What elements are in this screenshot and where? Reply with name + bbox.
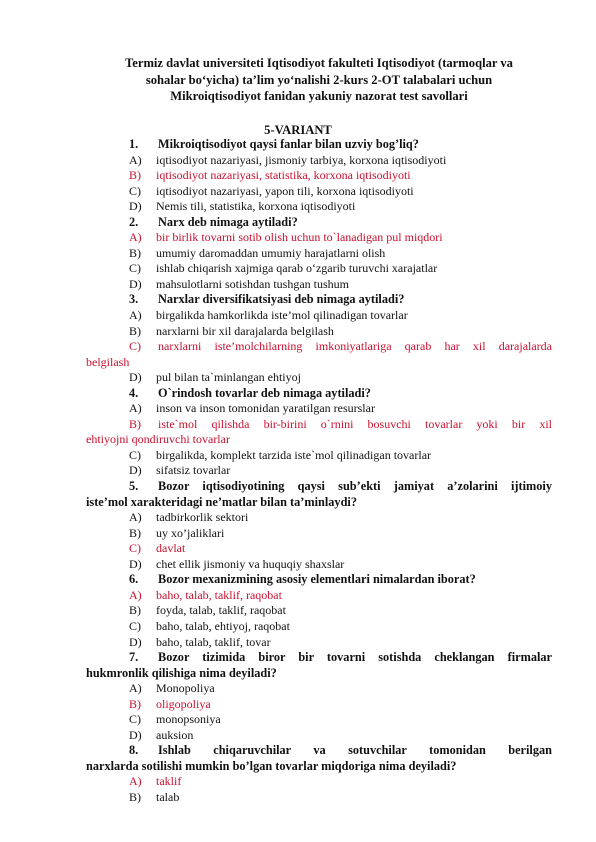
option-label: B) [129,168,141,183]
answer-option[interactable] [86,635,552,651]
option-label: A) [129,587,142,602]
option-text: birgalikda, komplekt tarzida iste`mol qilinadigan tovarlar [156,447,432,462]
option-text: sifatsiz tovarlar [156,463,231,478]
answer-option[interactable] [86,681,552,697]
option-text: iqtisodiyot nazariyasi, yapon tili, korxona iqtisodiyoti [156,183,414,198]
option-text: iste`mol qilishda bir-birini o`rnini bosuvchi tovarlar yoki bir xil [158,416,552,431]
option-label: D) [129,727,142,742]
question-list [86,137,552,806]
question-text: Narx deb nimaga aytiladi? [158,214,298,229]
option-label: A) [129,152,142,167]
question-text-continuation: narxlarda sotilishi mumkin bo’lgan tovarlar miqdoriga nima deyiladi? [86,758,457,773]
answer-option[interactable] [86,463,552,479]
question-row [86,650,552,666]
option-label: D) [129,370,142,385]
option-label: B) [129,696,141,711]
option-text: iqtisodiyot nazariyasi, statistika, korxona iqtisodiyoti [156,168,411,183]
question-text: Bozor tizimida biror bir tovarni sotishda cheklangan firmalar [158,650,552,665]
option-label: C) [129,712,141,727]
option-label: A) [129,681,142,696]
answer-option[interactable] [86,261,552,277]
question-number: 2. [129,214,139,229]
question-text-continuation: hukmronlik qilishiga nima deyiladi? [86,665,277,680]
option-text: taklif [156,774,182,789]
question-row [86,215,552,231]
option-text: oligopoliya [156,696,211,711]
option-text: iqtisodiyot nazariyasi, jismoniy tarbiya, korxona iqtisodiyoti [156,152,447,167]
option-text: baho, talab, taklif, tovar [156,634,271,649]
answer-option[interactable] [86,199,552,215]
question-text: Bozor iqtisodiyotining qaysi sub’ekti jamiyat a’zolarini ijtimoiy [158,479,552,494]
answer-option[interactable] [86,790,552,806]
question-row [86,137,552,153]
question-row [86,743,552,759]
answer-option-correct[interactable] [86,588,552,604]
answer-option[interactable] [86,526,552,542]
option-text: umumiy daromaddan umumiy harajatlarni olish [156,245,386,260]
question-row [86,386,552,402]
answer-option-correct[interactable] [86,417,552,433]
option-text-continuation: ehtiyojni qondiruvchi tovarlar [86,432,230,447]
answer-option[interactable] [86,401,552,417]
option-label: B) [129,603,141,618]
answer-option-correct[interactable] [86,541,552,557]
option-text: baho, talab, taklif, raqobat [156,587,282,602]
option-text: monopsoniya [156,712,221,727]
answer-option[interactable] [86,324,552,340]
option-text: narxlarni iste’molchilarning imkoniyatlariga qarab har xil darajalarda [158,339,552,354]
option-label: D) [129,199,142,214]
question-number: 5. [129,479,139,494]
question-number: 7. [129,650,139,665]
option-text: pul bilan ta`minlangan ehtiyoj [156,370,301,385]
option-label: B) [129,789,141,804]
question-number: 8. [129,743,139,758]
option-label: C) [129,541,141,556]
question-text: O`rindosh tovarlar deb nimaga aytiladi? [158,385,371,400]
header-line-3: Mikroiqtisodiyot fanidan yakuniy nazorat test savollari [170,89,468,103]
question-number: 4. [129,385,139,400]
variant-title: 5-VARIANT [264,123,332,137]
option-text: birgalikda hamkorlikda iste’mol qilinadigan tovarlar [156,308,408,323]
option-label: B) [129,416,141,431]
answer-option-correct[interactable] [86,168,552,184]
option-text: chet ellik jismoniy va huquqiy shaxslar [156,556,345,571]
option-text: Nemis tili, statistika, korxona iqtisodiyoti [156,199,356,214]
option-label: A) [129,510,142,525]
answer-option-correct[interactable] [86,339,552,355]
answer-option[interactable] [86,728,552,744]
answer-option[interactable] [86,510,552,526]
question-row [86,479,552,495]
answer-option[interactable] [86,277,552,293]
answer-option[interactable] [86,448,552,464]
question-text: Bozor mexanizmining asosiy elementlari nimalardan iborat? [158,572,476,587]
option-text: baho, talab, ehtiyoj, raqobat [156,618,290,633]
option-text: uy xo’jaliklari [156,525,225,540]
option-text: narxlarni bir xil darajalarda belgilash [156,323,334,338]
document-header [86,55,552,105]
option-text: auksion [156,727,194,742]
header-line-2: sohalar bo‘yicha) ta’lim yo‘nalishi 2-kurs 2-OT talabalari uchun [145,72,493,87]
answer-option[interactable] [86,712,552,728]
question-number: 3. [129,292,139,307]
option-label: D) [129,276,142,291]
answer-option-correct[interactable] [86,774,552,790]
answer-option[interactable] [86,246,552,262]
option-label: A) [129,401,142,416]
question-number: 1. [129,137,139,151]
option-label: B) [129,245,141,260]
question-text: Mikroiqtisodiyot qaysi fanlar bilan uzviy bog’liq? [158,137,419,151]
option-text: bir birlik tovarni sotib olish uchun to`lanadigan pul miqdori [156,230,443,245]
option-label: C) [129,618,141,633]
option-label: A) [129,774,142,789]
option-label: B) [129,323,141,338]
option-label: C) [129,447,141,462]
option-text: mahsulotlarni sotishdan tushgan tushum [156,276,349,291]
answer-option-correct[interactable] [86,697,552,713]
answer-option[interactable] [86,308,552,324]
question-text: Ishlab chiqaruvchilar va sotuvchilar tomonidan berilgan [158,743,552,758]
option-text-continuation: belgilash [86,354,130,369]
option-text: inson va inson tomonidan yaratilgan resurslar [156,401,375,416]
answer-option[interactable] [86,619,552,635]
option-text: talab [156,789,180,804]
option-text: davlat [156,541,186,556]
header-line-1: Termiz davlat universiteti Iqtisodiyot fakulteti Iqtisodiyot (tarmoqlar va [125,56,513,70]
option-label: C) [129,339,141,354]
option-label: D) [129,463,142,478]
question-row [86,572,552,588]
answer-option[interactable] [86,557,552,573]
option-label: D) [129,634,142,649]
answer-option[interactable] [86,370,552,386]
option-label: B) [129,525,141,540]
option-text: foyda, talab, taklif, raqobat [156,603,286,618]
option-label: C) [129,261,141,276]
option-label: C) [129,183,141,198]
answer-option[interactable] [86,153,552,169]
option-label: A) [129,230,142,245]
option-label: A) [129,308,142,323]
option-text: tadbirkorlik sektori [156,510,249,525]
question-text: Narxlar diversifikatsiyasi deb nimaga aytiladi? [158,292,405,307]
question-number: 6. [129,572,139,587]
option-text: ishlab chiqarish xajmiga qarab o‘zgarib turuvchi xarajatlar [156,261,438,276]
answer-option[interactable] [86,603,552,619]
option-label: D) [129,556,142,571]
answer-option-correct[interactable] [86,230,552,246]
question-text-continuation: iste’mol xarakteridagi ne’matlar bilan ta’minlaydi? [86,494,357,509]
answer-option[interactable] [86,184,552,200]
question-row [86,292,552,308]
option-text: Monopoliya [156,681,215,696]
